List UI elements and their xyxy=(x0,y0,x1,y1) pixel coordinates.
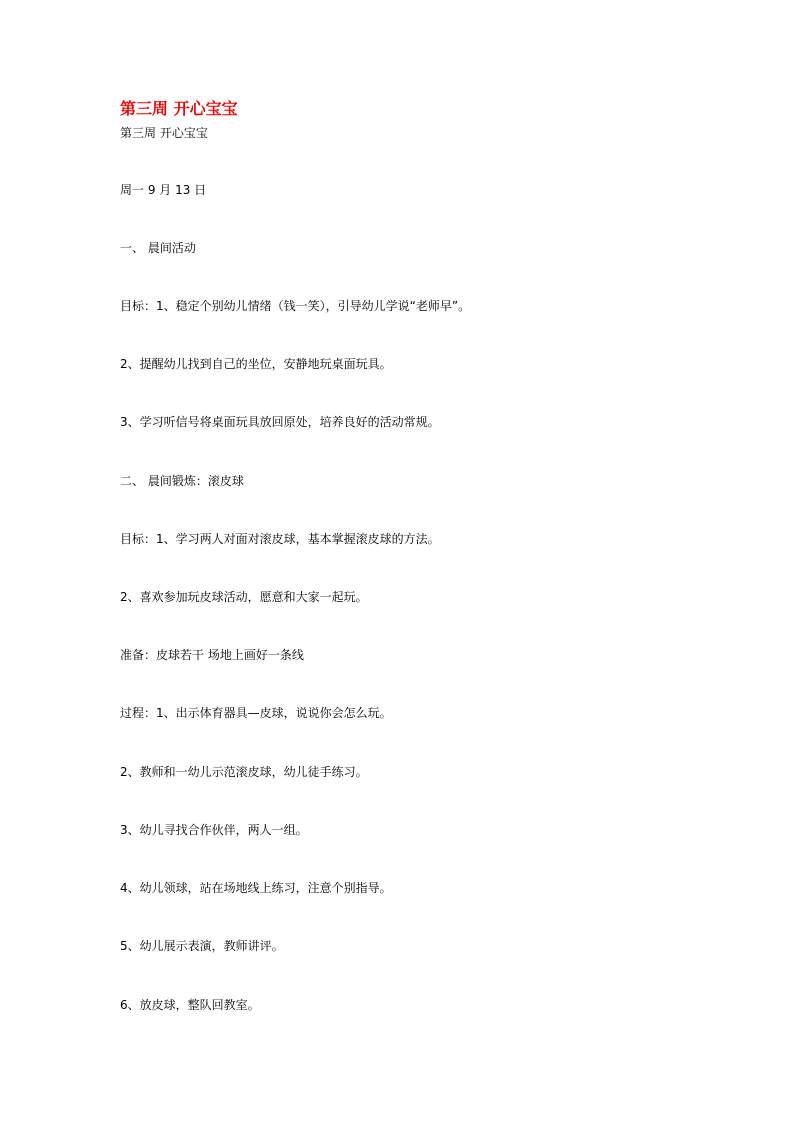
document-title: 第三周 开心宝宝 xyxy=(120,99,238,118)
paragraph-line: 3、学习听信号将桌面玩具放回原处，培养良好的活动常规。 xyxy=(120,415,440,429)
paragraph-line: 准备：皮球若干 场地上画好一条线 xyxy=(120,648,304,662)
paragraph-line: 2、喜欢参加玩皮球活动，愿意和大家一起玩。 xyxy=(120,590,368,604)
paragraph-line: 3、幼儿寻找合作伙伴，两人一组。 xyxy=(120,823,308,837)
paragraph-line: 2、提醒幼儿找到自己的坐位，安静地玩桌面玩具。 xyxy=(120,357,392,371)
date-line: 周一 9 月 13 日 xyxy=(120,183,207,197)
section-heading-morning-exercise: 二、 晨间锻炼：滚皮球 xyxy=(120,474,244,488)
paragraph-line: 2、教师和一幼儿示范滚皮球，幼儿徒手练习。 xyxy=(120,765,368,779)
paragraph-line: 目标：1、稳定个别幼儿情绪（钱一笑），引导幼儿学说“老师早”。 xyxy=(120,299,471,313)
paragraph-line: 6、放皮球，整队回教室。 xyxy=(120,998,260,1012)
section-heading-morning-activity: 一、 晨间活动 xyxy=(120,241,196,255)
paragraph-line: 5、幼儿展示表演，教师讲评。 xyxy=(120,939,284,953)
paragraph-line: 目标：1、学习两人对面对滚皮球，基本掌握滚皮球的方法。 xyxy=(120,532,440,546)
paragraph-line: 过程：1、出示体育器具—皮球，说说你会怎么玩。 xyxy=(120,706,392,720)
document-subtitle: 第三周 开心宝宝 xyxy=(120,126,208,140)
paragraph-line: 4、幼儿领球，站在场地线上练习，注意个别指导。 xyxy=(120,881,392,895)
